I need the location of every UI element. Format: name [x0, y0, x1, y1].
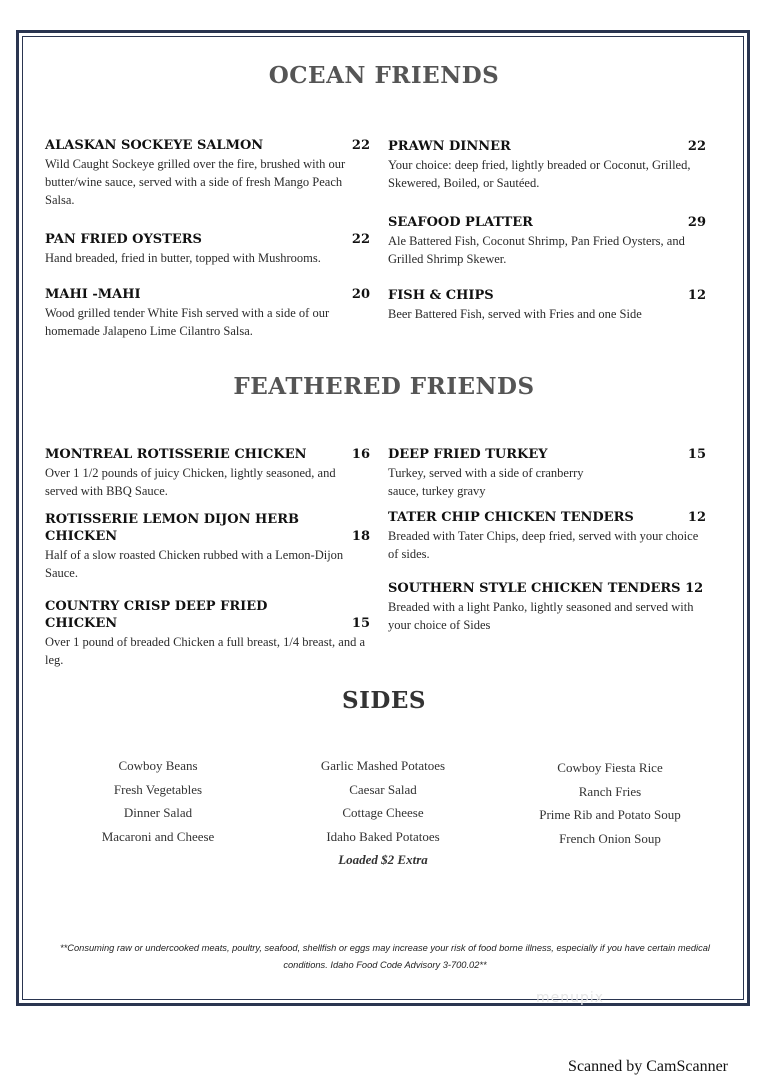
item-price: 15 — [687, 447, 706, 462]
section-title-feathered: FEATHERED FRIENDS — [233, 373, 535, 400]
item-description: Ale Battered Fish, Coconut Shrimp, Pan Fried Oysters, and Grilled Shrimp Skewer. — [388, 234, 685, 266]
menu-item — [45, 231, 370, 267]
menu-item — [45, 446, 370, 500]
item-price: 12 — [687, 510, 706, 525]
item-price: 22 — [687, 139, 706, 154]
item-name: ROTISSERIE LEMON DIJON HERB CHICKEN — [45, 512, 299, 544]
side-note: Loaded $2 Extra — [338, 852, 428, 867]
item-name: SEAFOOD PLATTER — [388, 215, 533, 230]
watermark: menupix — [536, 990, 605, 1006]
item-description: Your choice: deep fried, lightly breaded or Coconut, Grilled, Skewered, Boiled, or Sautéed. — [388, 158, 691, 190]
item-name: PRAWN DINNER — [388, 139, 511, 154]
item-name: DEEP FRIED TURKEY — [388, 447, 548, 462]
item-price: 12 — [687, 288, 706, 303]
menu-item — [388, 580, 706, 634]
menu-item — [45, 598, 370, 669]
scanner-label: Scanned by CamScanner — [568, 1058, 728, 1075]
side-item: Fresh Vegetables — [113, 781, 203, 797]
item-name: MAHI -MAHI — [45, 287, 141, 302]
item-description: Breaded with Tater Chips, deep fried, served with your choice of sides. — [388, 529, 699, 561]
side-item: French Onion Soup — [559, 830, 661, 846]
item-description: Over 1 1/2 pounds of juicy Chicken, lightly seasoned, and served with BBQ Sauce. — [45, 466, 336, 498]
item-price: 12 — [685, 581, 704, 596]
side-item: Ranch Fries — [578, 783, 642, 799]
item-name: COUNTRY CRISP DEEP FRIED CHICKEN — [45, 599, 268, 631]
sides-column-1 — [48, 754, 268, 848]
item-name: TATER CHIP CHICKEN TENDERS — [388, 510, 634, 525]
item-price: 22 — [351, 232, 370, 247]
section-title-ocean: OCEAN FRIENDS — [268, 62, 500, 89]
menu-item — [388, 287, 706, 323]
food-safety-disclaimer: **Consuming raw or undercooked meats, poultry, seafood, shellfish or eggs may increase your risk of food borne illness, especially if you have certain medical conditions. Idaho Food Code Advisory 3-700.02** — [60, 943, 710, 970]
side-item: Cowboy Beans — [118, 758, 198, 773]
side-item: Idaho Baked Potatoes — [326, 828, 440, 844]
menu-item — [388, 214, 706, 268]
item-description: Hand breaded, fried in butter, topped with Mushrooms. — [45, 251, 321, 265]
item-name: FISH & CHIPS — [388, 288, 494, 303]
item-description: Beer Battered Fish, served with Fries and one Side — [388, 307, 642, 321]
item-price: 15 — [351, 616, 370, 631]
item-price: 18 — [351, 529, 370, 544]
item-name: ALASKAN SOCKEYE SALMON — [45, 138, 264, 153]
item-name: PAN FRIED OYSTERS — [45, 232, 202, 247]
item-price: 16 — [351, 447, 370, 462]
menu-item — [45, 137, 370, 209]
item-price: 20 — [351, 287, 370, 302]
item-price: 22 — [351, 138, 370, 153]
side-item: Prime Rib and Potato Soup — [539, 807, 681, 822]
item-name: SOUTHERN STYLE CHICKEN TENDERS — [388, 581, 681, 596]
item-description: Half of a slow roasted Chicken rubbed with a Lemon-Dijon Sauce. — [45, 548, 344, 580]
menu-item — [388, 509, 706, 563]
side-item: Caesar Salad — [349, 781, 417, 797]
section-title-sides: SIDES — [342, 687, 426, 714]
item-description: Wild Caught Sockeye grilled over the fire, brushed with our butter/wine sauce, served with a side of fresh Mango Peach Salsa. — [45, 157, 346, 207]
item-description: Turkey, served with a side of cranberry sauce, turkey gravy — [388, 466, 584, 498]
menu-item — [388, 138, 706, 192]
sides-column-2 — [273, 754, 493, 872]
side-item: Garlic Mashed Potatoes — [320, 758, 446, 773]
menu-item — [45, 286, 370, 340]
menu-item — [388, 446, 706, 500]
sides-column-3 — [500, 756, 720, 850]
side-item: Cowboy Fiesta Rice — [557, 760, 663, 775]
side-item: Macaroni and Cheese — [101, 828, 215, 844]
side-item: Dinner Salad — [123, 805, 193, 820]
item-description: Breaded with a light Panko, lightly seasoned and served with your choice of Sides — [388, 600, 694, 632]
item-description: Wood grilled tender White Fish served with a side of our homemade Jalapeno Lime Cilantro Salsa. — [45, 306, 330, 338]
menu-item — [45, 511, 370, 582]
item-name: MONTREAL ROTISSERIE CHICKEN — [45, 447, 307, 462]
side-item: Cottage Cheese — [342, 805, 424, 820]
item-description: Over 1 pound of breaded Chicken a full breast, 1/4 breast, and a leg. — [45, 635, 366, 667]
item-price: 29 — [687, 215, 706, 230]
